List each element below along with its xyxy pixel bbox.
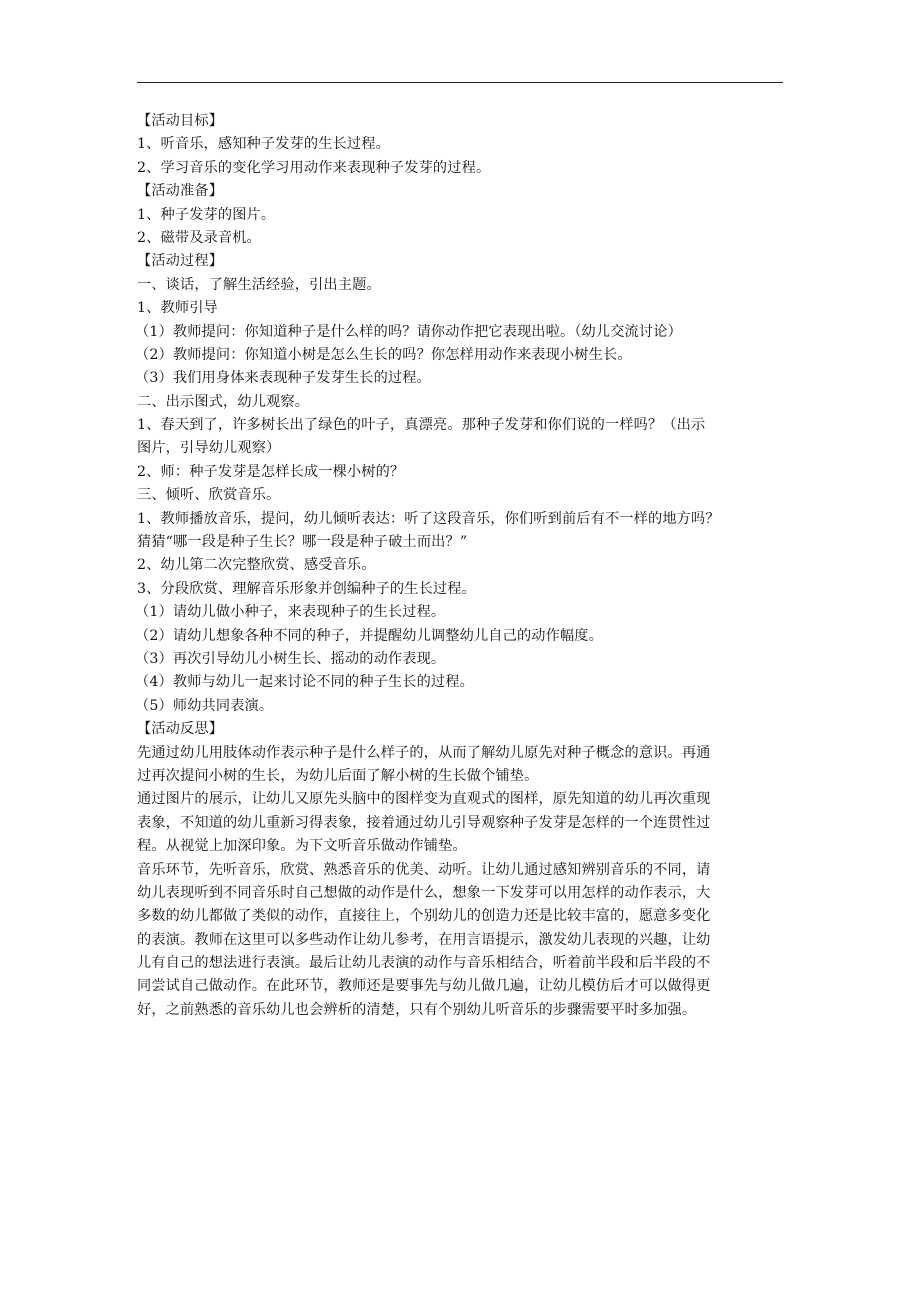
- text-line: 通过图片的展示，让幼儿又原先头脑中的图样变为直观式的图样，原先知道的幼儿再次重现: [137, 791, 711, 808]
- text-line: 音乐环节，先听音乐，欣赏、熟悉音乐的优美、动听。让幼儿通过感知辨别音乐的不同，请: [137, 861, 711, 878]
- text-line: （1）教师提问：你知道种子是什么样的吗？请你动作把它表现出啦。（幼儿交流讨论）: [135, 323, 682, 340]
- text-line: 幼儿表现听到不同音乐时自己想做的动作是什么，想象一下发芽可以用怎样的动作表示，大: [137, 884, 711, 901]
- text-line: 1、春天到了，许多树长出了绿色的叶子，真漂亮。那种子发芽和你们说的一样吗？（出示: [137, 417, 706, 434]
- text-line: 同尝试自己做动作。在此环节，教师还是要事先与幼儿做几遍，让幼儿模仿后才可以做得更: [137, 978, 711, 995]
- section-heading-reflection: 【活动反思】: [137, 721, 224, 738]
- text-line: 表象，不知道的幼儿重新习得表象，接着通过幼儿引导观察种子发芽是怎样的一个连贯性过: [137, 814, 711, 831]
- text-line: （3）我们用身体来表现种子发芽生长的过程。: [135, 370, 431, 387]
- section-heading-goals: 【活动目标】: [137, 113, 224, 129]
- text-line: 三、倾听、欣赏音乐。: [137, 487, 281, 504]
- text-line: 猜猜“哪一段是种子生长？哪一段是种子破土而出？”: [137, 534, 468, 551]
- text-line: 儿有自己的想法进行表演。最后让幼儿表演的动作与音乐相结合，听着前半段和后半段的不: [137, 955, 711, 972]
- text-line: 2、学习音乐的变化学习用动作来表现种子发芽的过程。: [137, 159, 491, 176]
- text-line: 1、听音乐，感知种子发芽的生长过程。: [137, 136, 390, 153]
- text-line: 2、师：种子发芽是怎样长成一棵小树的？: [137, 463, 405, 480]
- text-line: 1、种子发芽的图片。: [137, 206, 276, 223]
- text-line: 2、磁带及录音机。: [137, 229, 261, 246]
- text-line: 二、出示图式，幼儿观察。: [137, 393, 310, 410]
- header-rule: [137, 82, 783, 83]
- text-line: 1、教师播放音乐，提问，幼儿倾听表达：听了这段音乐，你们听到前后有不一样的地方吗？: [137, 510, 720, 527]
- section-heading-process: 【活动过程】: [137, 253, 224, 270]
- text-line: 多数的幼儿都做了类似的动作，直接往上，个别幼儿的创造力还是比较丰富的，愿意多变化: [137, 908, 711, 925]
- text-line: 一、谈话，了解生活经验，引出主题。: [137, 276, 381, 293]
- section-heading-preparation: 【活动准备】: [137, 183, 224, 200]
- text-line: （4）教师与幼儿一起来讨论不同的种子生长的过程。: [135, 674, 474, 691]
- text-line: （1）请幼儿做小种子，来表现种子的生长过程。: [135, 604, 446, 621]
- text-line: 1、教师引导: [137, 300, 218, 317]
- text-line: 好，之前熟悉的音乐幼儿也会辨析的清楚，只有个别幼儿听音乐的步骤需要平时多加强。: [137, 1001, 697, 1018]
- text-line: 3、分段欣赏、理解音乐形象并创编种子的生长过程。: [137, 580, 476, 597]
- text-line: （2）请幼儿想象各种不同的种子，并提醒幼儿调整幼儿自己的动作幅度。: [135, 627, 603, 644]
- text-line: （3）再次引导幼儿小树生长、摇动的动作表现。: [135, 650, 446, 667]
- text-line: 图片，引导幼儿观察）: [137, 440, 281, 457]
- text-line: （5）师幼共同表演。: [135, 697, 274, 714]
- text-line: 2、幼儿第二次完整欣赏、感受音乐。: [137, 557, 376, 574]
- text-line: （2）教师提问：你知道小树是怎么生长的吗？你怎样用动作来表现小树生长。: [135, 346, 632, 363]
- text-line: 先通过幼儿用肢体动作表示种子是什么样子的，从而了解幼儿原先对种子概念的意识。再通: [137, 744, 711, 761]
- text-line: 过再次提问小树的生长，为幼儿后面了解小树的生长做个铺垫。: [137, 767, 539, 784]
- document-body: [137, 110, 795, 1022]
- text-line: 程。从视觉上加深印象。为下文听音乐做动作铺垫。: [137, 838, 467, 855]
- text-line: 的表演。教师在这里可以多些动作让幼儿参考，在用言语提示，激发幼儿表现的兴趣，让幼: [137, 931, 711, 948]
